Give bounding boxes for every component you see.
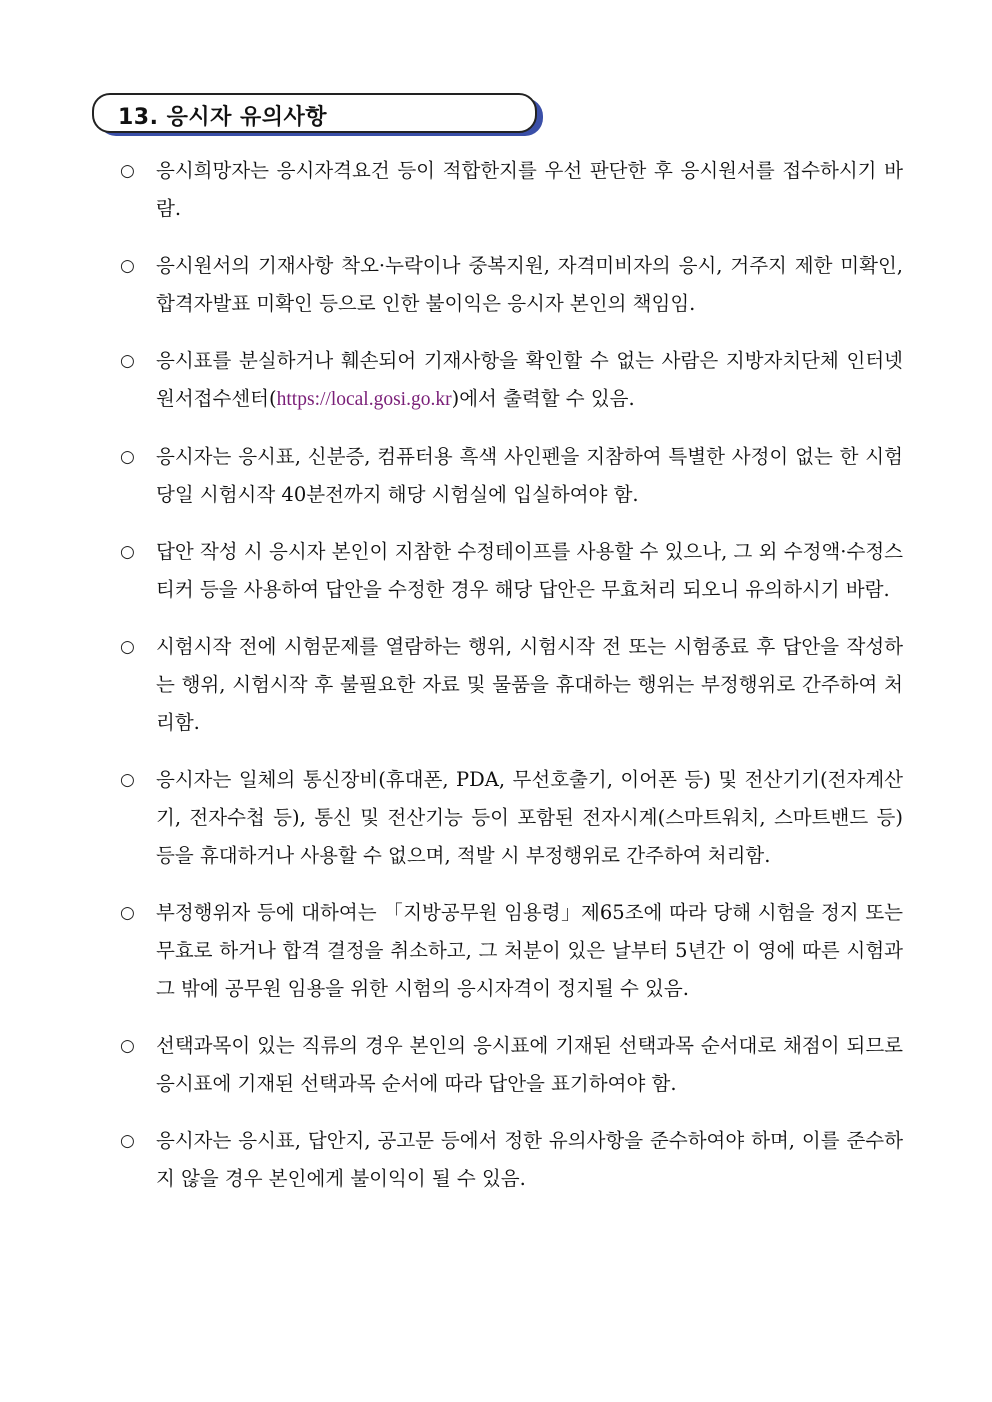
notice-list — [118, 152, 903, 1217]
section-header — [92, 93, 537, 135]
notice-item — [118, 533, 903, 609]
notice-item — [118, 247, 903, 323]
notice-text: 응시희망자는 응시자격요건 등이 적합한지를 우선 판단한 후 응시원서를 접수하시기 바람. — [156, 159, 903, 220]
notice-text: 시험시작 전에 시험문제를 열람하는 행위, 시험시작 전 또는 시험종료 후 답안을 작성하는 행위, 시험시작 후 불필요한 자료 및 물품을 휴대하는 행위는 부정행위로 간주하여 처리함. — [156, 635, 903, 734]
circle-bullet-icon: ○ — [120, 161, 135, 181]
notice-text: 응시자는 응시표, 답안지, 공고문 등에서 정한 유의사항을 준수하여야 하며, 이를 준수하지 않을 경우 본인에게 불이익이 될 수 있음. — [156, 1129, 903, 1190]
notice-item — [118, 1122, 903, 1198]
notice-item — [118, 628, 903, 742]
notice-item — [118, 1027, 903, 1103]
notice-text: 응시표를 분실하거나 훼손되어 기재사항을 확인할 수 없는 사람은 지방자치단체 인터넷원서접수센터( — [156, 349, 903, 410]
circle-bullet-icon: ○ — [120, 770, 135, 790]
circle-bullet-icon: ○ — [120, 351, 135, 371]
notice-item — [118, 342, 903, 419]
circle-bullet-icon: ○ — [120, 256, 135, 276]
circle-bullet-icon: ○ — [120, 447, 135, 467]
circle-bullet-icon: ○ — [120, 542, 135, 562]
notice-text: 응시자는 응시표, 신분증, 컴퓨터용 흑색 사인펜을 지참하여 특별한 사정이 없는 한 시험당일 시험시작 40분전까지 해당 시험실에 입실하여야 함. — [156, 445, 903, 506]
notice-text: 선택과목이 있는 직류의 경우 본인의 응시표에 기재된 선택과목 순서대로 채점이 되므로 응시표에 기재된 선택과목 순서에 따라 답안을 표기하여야 함. — [156, 1034, 903, 1095]
notice-text: 부정행위자 등에 대하여는 「지방공무원 임용령」제65조에 따라 당해 시험을 정지 또는 무효로 하거나 합격 결정을 취소하고, 그 처분이 있은 날부터 5년간 이 영에 따른 시험과 그 밖에 공무원 임용을 위한 시험의 응시자격이 정지될 수 있음. — [156, 901, 903, 1000]
section-header-box — [92, 93, 537, 133]
notice-item — [118, 152, 903, 228]
notice-text: )에서 출력할 수 있음. — [451, 387, 635, 410]
notice-text: 답안 작성 시 응시자 본인이 지참한 수정테이프를 사용할 수 있으나, 그 외 수정액·수정스티커 등을 사용하여 답안을 수정한 경우 해당 답안은 무효처리 되오니 유의하시기 바람. — [156, 540, 903, 601]
notice-text: 응시원서의 기재사항 착오·누락이나 중복지원, 자격미비자의 응시, 거주지 제한 미확인, 합격자발표 미확인 등으로 인한 불이익은 응시자 본인의 책임임. — [156, 254, 903, 315]
section-title: 13. 응시자 유의사항 — [118, 105, 328, 130]
reception-center-link[interactable]: https://local.gosi.go.kr — [276, 389, 452, 410]
circle-bullet-icon: ○ — [120, 1036, 135, 1056]
circle-bullet-icon: ○ — [120, 903, 135, 923]
notice-item — [118, 761, 903, 875]
circle-bullet-icon: ○ — [120, 637, 135, 657]
notice-item — [118, 894, 903, 1008]
notice-item — [118, 438, 903, 514]
notice-text: 응시자는 일체의 통신장비(휴대폰, PDA, 무선호출기, 이어폰 등) 및 전산기기(전자계산기, 전자수첩 등), 통신 및 전산기능 등이 포함된 전자시계(스마트워치, 스마트밴드 등) 등을 휴대하거나 사용할 수 없으며, 적발 시 부정행위로 간주하여 처리함. — [156, 768, 903, 867]
circle-bullet-icon: ○ — [120, 1131, 135, 1151]
